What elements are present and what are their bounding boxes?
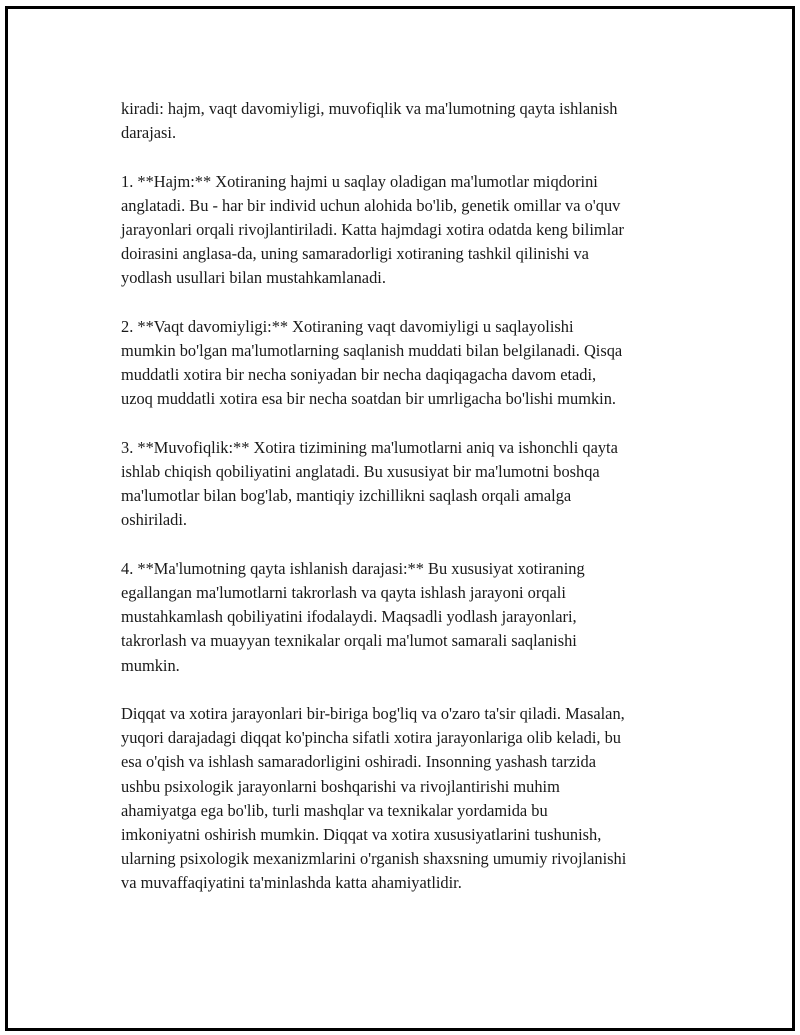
text-line: takrorlash va muayyan texnikalar orqali ma'lumot samarali saqlanishi — [121, 631, 577, 651]
text-line: 3. **Muvofiqlik:** Xotira tizimining ma'lumotlarni aniq va ishonchli qayta — [121, 437, 618, 457]
text-line: imkoniyatni oshirish mumkin. Diqqat va xotira xususiyatlarini tushunish, — [121, 825, 602, 845]
text-line: ularning psixologik mexanizmlarini o'rganish shaxsning umumiy rivojlanishi — [121, 849, 627, 869]
text-line: mumkin bo'lgan ma'lumotlarning saqlanish muddati bilan belgilanadi. Qisqa — [121, 341, 623, 360]
text-line: anglatadi. Bu - har bir individ uchun alohida bo'lib, genetik omillar va o'quv — [121, 195, 621, 215]
text-line: 1. **Hajm:** Xotiraning hajmi u saqlay oladigan ma'lumotlar miqdorini — [121, 171, 598, 191]
text-line: yuqori darajadagi diqqat ko'pincha sifatli xotira jarayonlariga olib keladi, bu — [121, 728, 621, 748]
text-line: mustahkamlash qobiliyatini ifodalaydi. Maqsadli yodlash jarayonlari, — [121, 607, 577, 627]
text-line: 4. **Ma'lumotning qayta ishlanish darajasi:** Bu xususiyat xotiraning — [121, 558, 585, 578]
text-line: mumkin. — [121, 655, 180, 675]
text-line: ahamiyatga ega bo'lib, turli mashqlar va texnikalar yordamida bu — [121, 800, 548, 820]
document-page — [5, 6, 795, 1031]
list-item-hajm — [121, 170, 701, 291]
text-line: esa o'qish va ishlash samaradorligini oshiradi. Insonning yashash tarzida — [121, 752, 596, 772]
text-line: muddatli xotira bir necha soniyadan bir necha daqiqagacha davom etadi, — [121, 365, 597, 385]
text-line: jarayonlari orqali rivojlantiriladi. Katta hajmdagi xotira odatda keng bilimlar — [121, 220, 624, 239]
intro-paragraph — [121, 97, 701, 145]
text-line: yodlash usullari bilan mustahkamlanadi. — [121, 268, 386, 288]
text-line: Diqqat va xotira jarayonlari bir-biriga bog'liq va o'zaro ta'sir qiladi. Masalan, — [121, 704, 625, 723]
text-line: darajasi. — [121, 123, 177, 143]
list-item-qayta-ishlanish — [121, 557, 701, 678]
text-line: 2. **Vaqt davomiyligi:** Xotiraning vaqt davomiyligi u saqlayolishi — [121, 316, 574, 336]
text-line: ma'lumotlar bilan bog'lab, mantiqiy izchillikni saqlash orqali amalga — [121, 486, 572, 506]
text-line: kiradi: hajm, vaqt davomiyligi, muvofiqlik va ma'lumotning qayta ishlanish — [121, 99, 618, 118]
text-line: egallangan ma'lumotlarni takrorlash va qayta ishlash jarayoni orqali — [121, 583, 566, 602]
list-item-muvofiqlik — [121, 436, 701, 533]
text-line: ushbu psixologik jarayonlarni boshqarishi va rivojlantirishi muhim — [121, 776, 560, 796]
text-line: oshiriladi. — [121, 510, 188, 530]
list-item-vaqt-davomiyligi — [121, 315, 701, 412]
conclusion-paragraph — [121, 702, 701, 896]
document-body — [121, 97, 701, 920]
text-line: va muvaffaqiyatini ta'minlashda katta ahamiyatlidir. — [121, 873, 462, 893]
text-line: uzoq muddatli xotira esa bir necha soatdan bir umrligacha bo'lishi mumkin. — [121, 389, 617, 409]
text-line: doirasini anglasa-da, uning samaradorligi xotiraning tashkil qilinishi va — [121, 244, 589, 264]
text-line: ishlab chiqish qobiliyatini anglatadi. Bu xususiyat bir ma'lumotni boshqa — [121, 462, 600, 481]
